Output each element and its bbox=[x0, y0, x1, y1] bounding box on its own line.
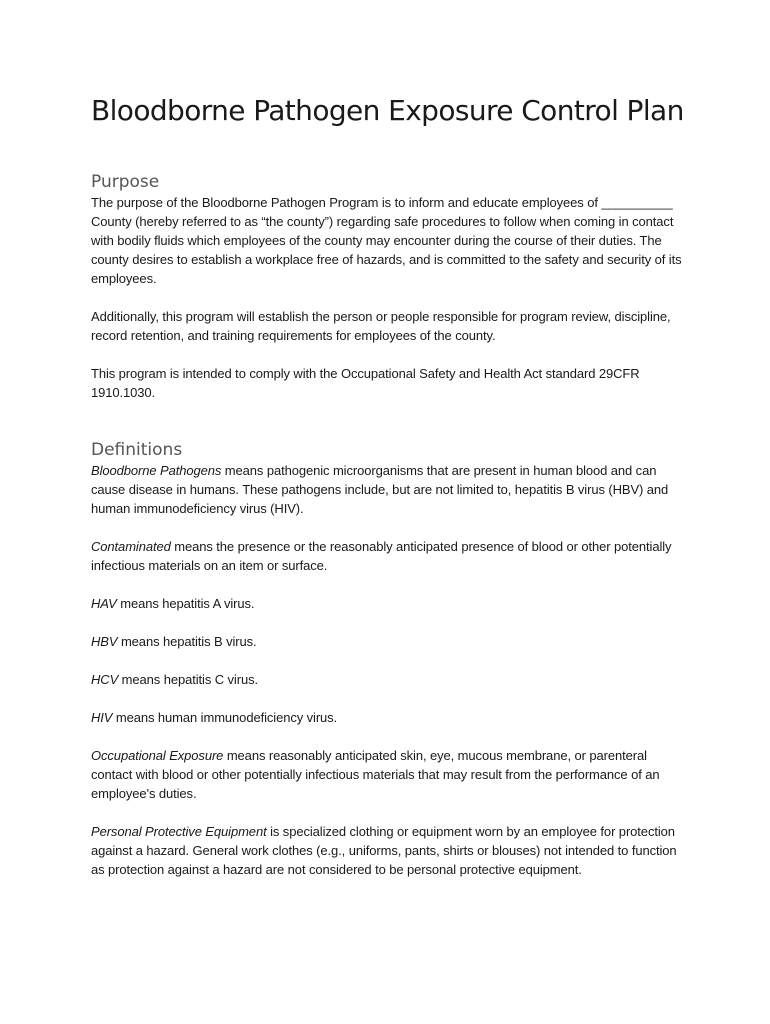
definition-term: Personal Protective Equipment bbox=[91, 824, 267, 839]
definition-text: means the presence or the reasonably anticipated presence of blood or other potentially infectious materials on an item or surface. bbox=[91, 539, 672, 573]
definition-hcv bbox=[91, 670, 691, 689]
definition-contaminated bbox=[91, 537, 691, 575]
purpose-paragraph-1 bbox=[91, 193, 691, 288]
definition-term: HCV bbox=[91, 672, 119, 687]
purpose-paragraph-2: Additionally, this program will establish the person or people responsible for program review, discipline, record retention, and training requirements for employees of the county. bbox=[91, 309, 671, 343]
definition-text: means pathogenic microorganisms that are present in human blood and can cause disease in humans. These pathogens include, but are not limited to, hepatitis B virus (HBV) and human immunodeficiency virus (HIV). bbox=[91, 463, 669, 516]
county-name-blank: __________ bbox=[601, 195, 673, 210]
definition-term: HIV bbox=[91, 710, 113, 725]
purpose-p1-rest: County (hereby referred to as “the county”) regarding safe procedures to follow when coming in contact with bodily fluids which employees of the county may encounter during the course of their duties. The county desires to establish a workplace free of hazards, and is committed to the safety and security of its employees. bbox=[91, 214, 682, 286]
document-title: Bloodborne Pathogen Exposure Control Plan bbox=[91, 94, 684, 127]
definition-text: means hepatitis A virus. bbox=[116, 596, 255, 611]
definition-text: means reasonably anticipated skin, eye, mucous membrane, or parenteral contact with blood or other potentially infectious materials that may result from the performance of an employee's duties. bbox=[91, 748, 660, 801]
purpose-heading: Purpose bbox=[91, 172, 160, 192]
purpose-section bbox=[91, 171, 691, 421]
definition-hav bbox=[91, 594, 691, 613]
definition-hiv bbox=[91, 708, 691, 727]
definition-text: means hepatitis B virus. bbox=[117, 634, 257, 649]
definition-term: HBV bbox=[91, 634, 118, 649]
purpose-p1-start: The purpose of the Bloodborne Pathogen Program is to inform and educate employees of bbox=[91, 195, 602, 210]
definition-bloodborne-pathogens bbox=[91, 461, 691, 518]
definition-term: Occupational Exposure bbox=[91, 748, 224, 763]
definitions-heading: Definitions bbox=[91, 440, 183, 460]
definition-personal-protective-equipment bbox=[91, 822, 691, 879]
definition-text: means human immunodeficiency virus. bbox=[112, 710, 338, 725]
definition-occupational-exposure bbox=[91, 746, 691, 803]
definition-term: HAV bbox=[91, 596, 117, 611]
definition-text: means hepatitis C virus. bbox=[118, 672, 258, 687]
definition-hbv bbox=[91, 632, 691, 651]
definition-term: Bloodborne Pathogens bbox=[91, 463, 222, 478]
definition-term: Contaminated bbox=[91, 539, 171, 554]
definition-text: is specialized clothing or equipment worn by an employee for protection against a hazard. General work clothes (e.g., uniforms, pants, shirts or blouses) not intended to function as protection against a hazard are not considered to be personal protective equipment. bbox=[91, 824, 677, 877]
definitions-section bbox=[91, 439, 691, 898]
purpose-paragraph-3: This program is intended to comply with the Occupational Safety and Health Act standard 29CFR 1910.1030. bbox=[91, 366, 640, 400]
